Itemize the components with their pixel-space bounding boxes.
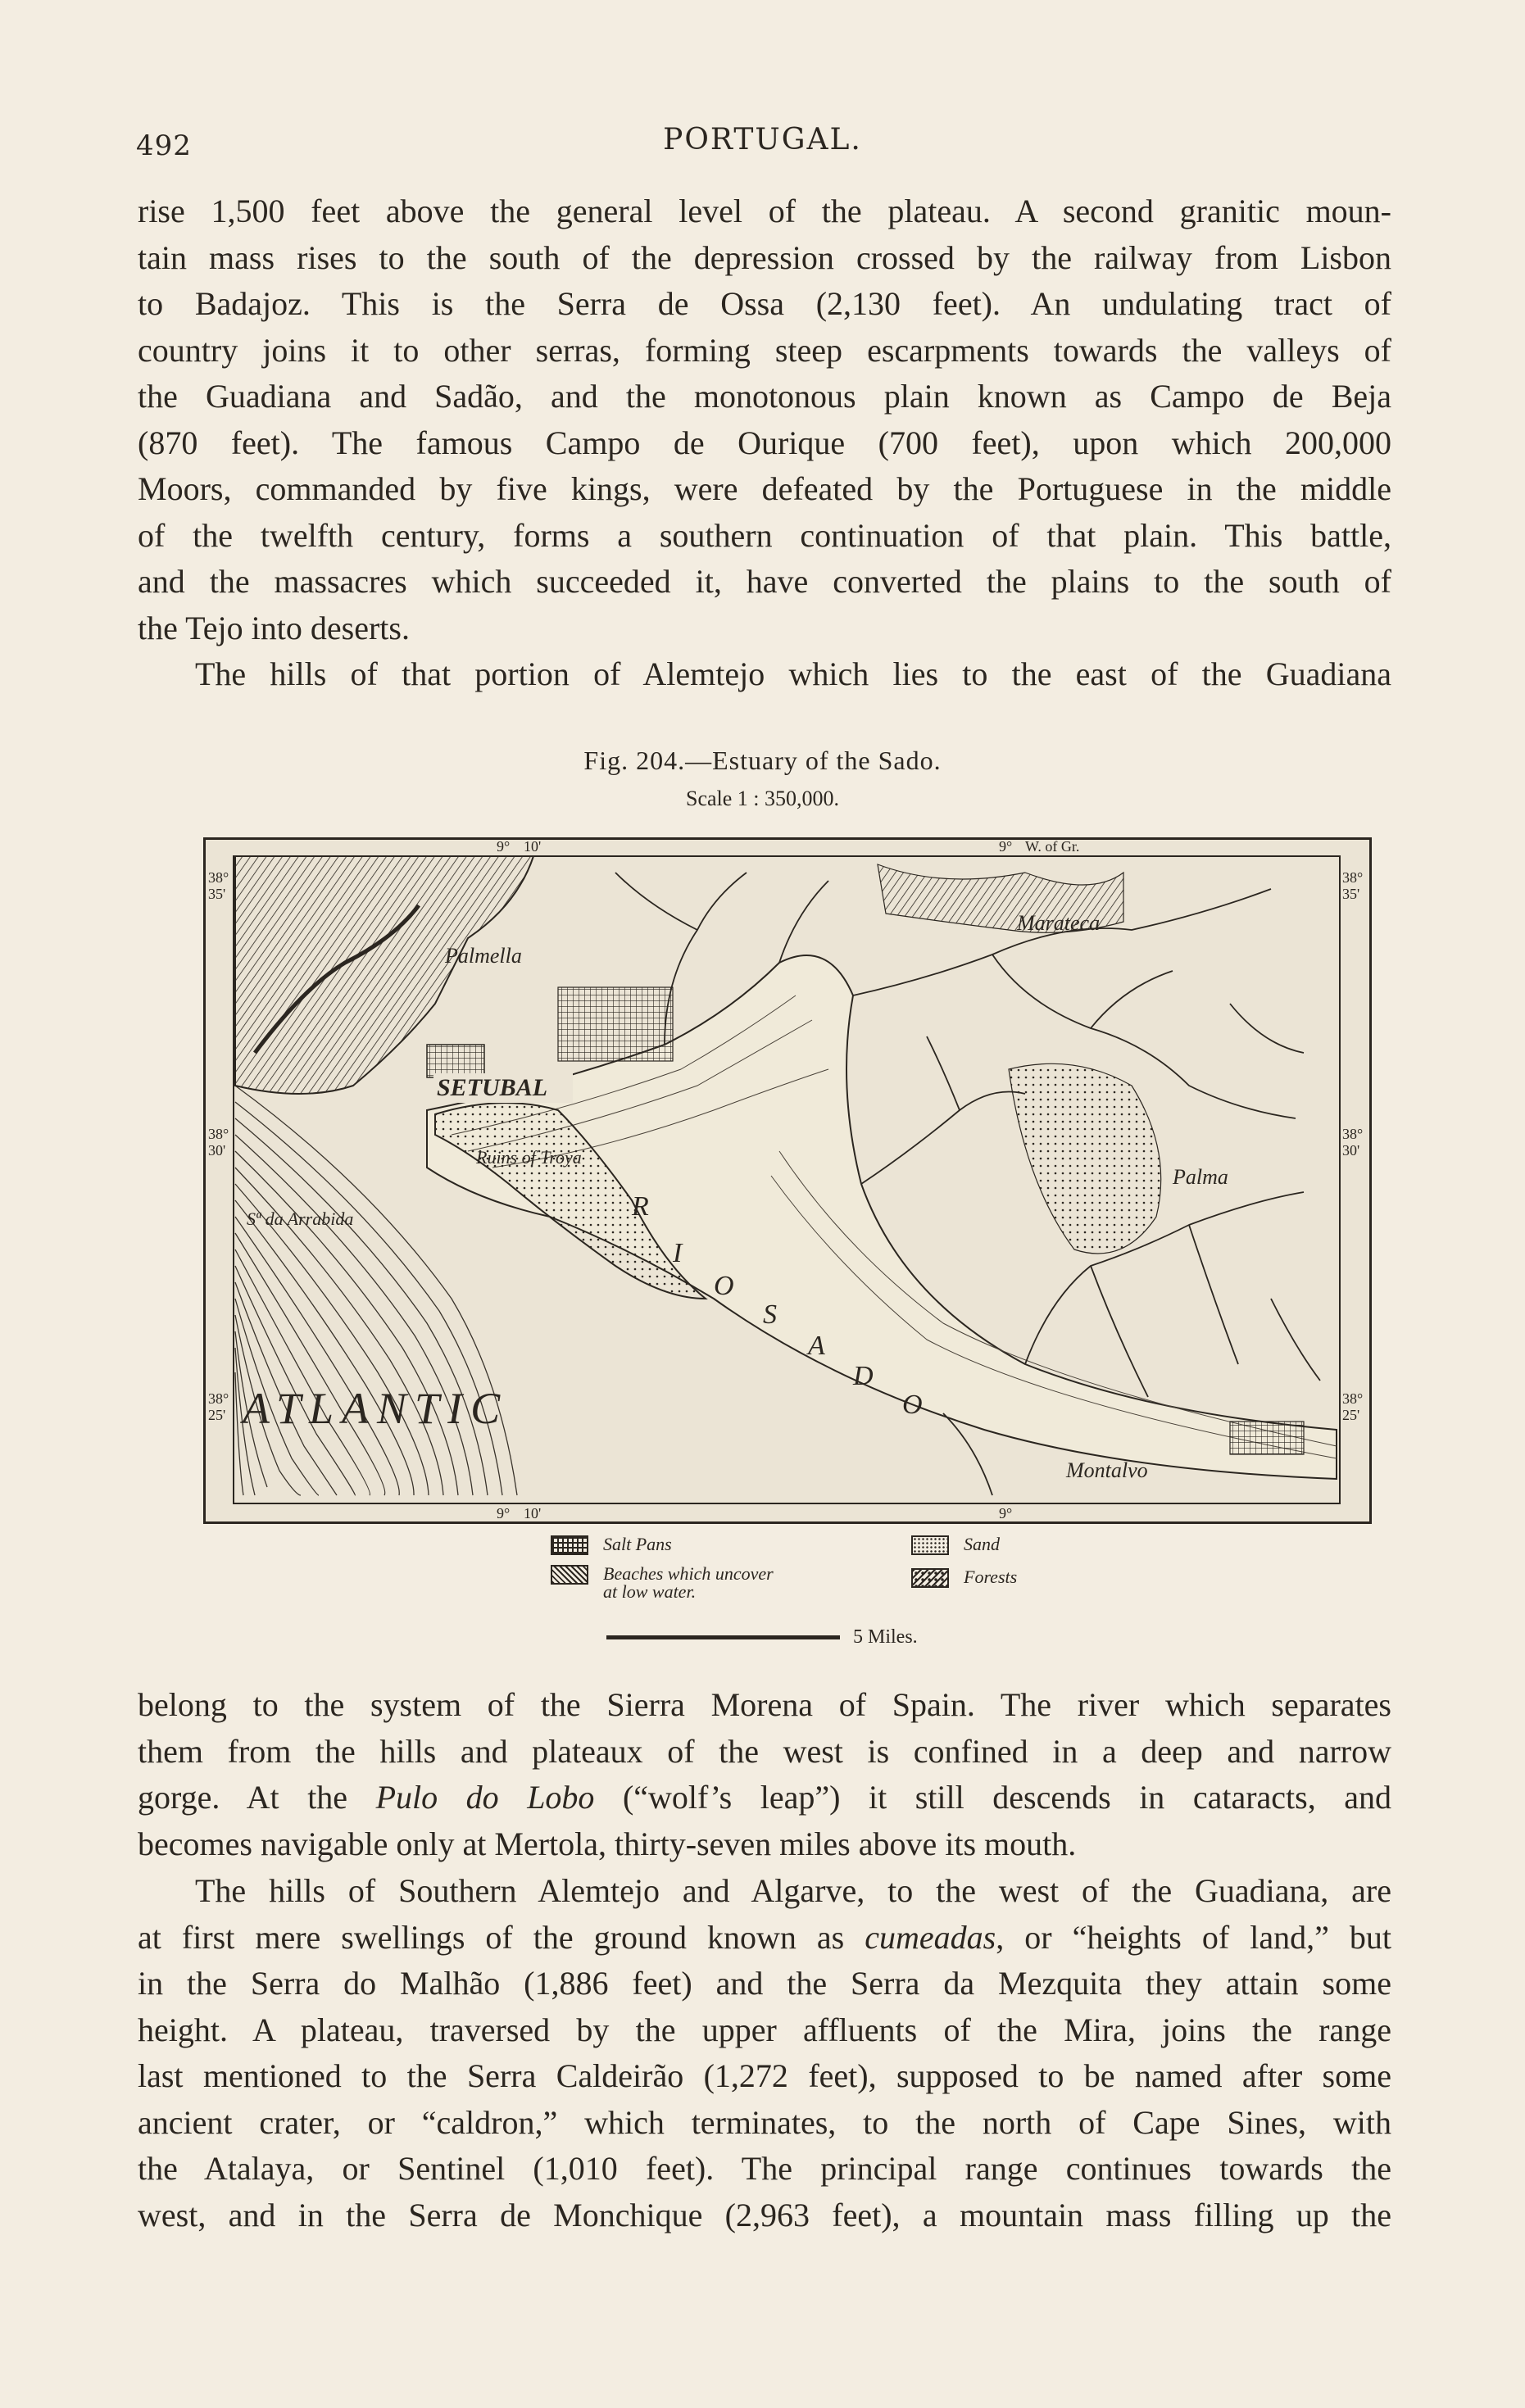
place-atlantic: ATLANTIC bbox=[243, 1384, 509, 1433]
legend-label: Sand bbox=[964, 1534, 1000, 1554]
text-line: The hills of Southern Alemtejo and Algarve, to the west of the Guadiana, are bbox=[195, 1872, 1391, 1909]
text-line: in the Serra do Malhão (1,886 feet) and the Serra da Mezquita they attain some bbox=[138, 1965, 1391, 2002]
coord-label: 25' bbox=[1342, 1407, 1360, 1423]
place-palma: Palma bbox=[1173, 1165, 1228, 1189]
coord-label: 10' bbox=[524, 1505, 542, 1521]
river-letter: A bbox=[808, 1331, 825, 1361]
paragraph-post-figure bbox=[138, 1682, 1391, 1867]
paragraph-last bbox=[138, 1868, 1391, 2238]
figure-scale: Scale 1 : 350,000. bbox=[685, 787, 840, 810]
scale-bar-line bbox=[606, 1635, 840, 1639]
legend-sand bbox=[911, 1535, 1000, 1555]
figure-title: Fig. 204.—Estuary of the Sado. bbox=[583, 746, 942, 775]
legend-label-line: at low water. bbox=[603, 1581, 697, 1602]
text-line: height. A plateau, traversed by the upper affluents of the Mira, joins the range bbox=[138, 2011, 1391, 2048]
text-line: The hills of that portion of Alemtejo which lies to the east of the Guadiana bbox=[195, 655, 1391, 692]
map-legend bbox=[0, 1535, 1525, 1601]
place-montalvo: Montalvo bbox=[1066, 1458, 1148, 1482]
scale-bar bbox=[606, 1626, 918, 1648]
text-line: ancient crater, or “caldron,” which terminates, to the north of Cape Sines, with bbox=[138, 2103, 1391, 2141]
paragraph-top bbox=[138, 188, 1391, 651]
coord-label: 9° bbox=[999, 840, 1013, 855]
place-marateca: Marateca bbox=[1017, 911, 1101, 935]
legend-label: Forests bbox=[964, 1567, 1018, 1587]
river-letter: I bbox=[673, 1238, 683, 1268]
italic-term: Pulo do Lobo bbox=[375, 1779, 595, 1816]
text-run: at first mere swellings of the ground known as bbox=[138, 1918, 865, 1956]
scale-bar-label: 5 Miles. bbox=[853, 1626, 918, 1648]
coord-label: 38° bbox=[1342, 1126, 1364, 1142]
river-letter: R bbox=[632, 1191, 649, 1222]
text-line bbox=[138, 1775, 1391, 1821]
beaches-swatch bbox=[551, 1565, 588, 1585]
coord-label: 38° bbox=[208, 1126, 229, 1142]
text-line: the Tejo into deserts. bbox=[138, 609, 410, 646]
text-line: the Atalaya, or Sentinel (1,010 feet). The principal range continues towards the bbox=[138, 2150, 1391, 2187]
coord-label: 9° bbox=[497, 840, 511, 855]
text-run: (“wolf’s leap”) it still descends in cataracts, and bbox=[594, 1779, 1391, 1816]
estuary-map bbox=[203, 837, 1372, 1524]
text-line: rise 1,500 feet above the general level of the plateau. A second granitic moun- bbox=[138, 193, 1391, 229]
coord-label: 38° bbox=[1342, 1390, 1364, 1407]
italic-term: cumeadas bbox=[865, 1918, 996, 1956]
text-line: them from the hills and plateaux of the west is confined in a deep and narrow bbox=[138, 1732, 1391, 1770]
coord-label: 25' bbox=[208, 1407, 226, 1423]
text-line: of the twelfth century, forms a southern continuation of that plain. This battle, bbox=[138, 516, 1391, 554]
legend-beaches bbox=[551, 1565, 774, 1601]
coord-label: 38° bbox=[208, 1390, 229, 1407]
salt-pans-east bbox=[1230, 1422, 1304, 1454]
text-run: gorge. At the bbox=[138, 1779, 376, 1816]
legend-salt-pans bbox=[551, 1535, 672, 1555]
river-letter: S bbox=[763, 1299, 777, 1330]
coord-label: 35' bbox=[1342, 886, 1360, 902]
coord-label: 38° bbox=[208, 869, 229, 886]
coord-label: 10' bbox=[524, 840, 542, 855]
text-line: (870 feet). The famous Campo de Ourique (700 feet), upon which 200,000 bbox=[138, 424, 1391, 461]
coord-label: 9° bbox=[999, 1505, 1013, 1521]
text-line: the Guadiana and Sadão, and the monotonous plain known as Campo de Beja bbox=[138, 378, 1391, 415]
place-setubal: SETUBAL bbox=[437, 1074, 548, 1101]
text-line: last mentioned to the Serra Caldeirão (1,272 feet), supposed to be named after some bbox=[138, 2057, 1391, 2094]
legend-forests bbox=[911, 1568, 1017, 1588]
coord-label: 35' bbox=[208, 886, 226, 902]
place-troya: Ruins of Troya bbox=[476, 1147, 582, 1168]
salt-pans-north bbox=[558, 987, 673, 1061]
map-svg bbox=[206, 840, 1369, 1521]
coord-label: 30' bbox=[208, 1142, 226, 1159]
place-arrabida: Sª da Arrabida bbox=[247, 1209, 354, 1229]
text-line: Moors, commanded by five kings, were defeated by the Portuguese in the middle bbox=[138, 470, 1391, 507]
forests-swatch bbox=[911, 1568, 949, 1588]
paragraph-pre-figure bbox=[138, 651, 1391, 698]
legend-label bbox=[603, 1565, 774, 1601]
setubal-town bbox=[427, 1045, 484, 1077]
coord-label: 30' bbox=[1342, 1142, 1360, 1159]
text-line: west, and in the Serra de Monchique (2,963 feet), a mountain mass filling up the bbox=[138, 2196, 1391, 2233]
coord-label: 38° bbox=[1342, 869, 1364, 886]
page-number: 492 bbox=[136, 129, 192, 162]
river-letter: O bbox=[714, 1271, 734, 1301]
coord-label: 9° bbox=[497, 1505, 511, 1521]
river-letter: O bbox=[902, 1390, 923, 1420]
text-line: country joins it to other serras, forming steep escarpments towards the valleys of bbox=[138, 331, 1391, 369]
running-head: PORTUGAL. bbox=[663, 123, 862, 156]
legend-label: Salt Pans bbox=[603, 1534, 672, 1554]
text-line: and the massacres which succeeded it, have converted the plains to the south of bbox=[138, 563, 1391, 600]
place-palmella: Palmella bbox=[445, 944, 522, 968]
coord-label: W. of Gr. bbox=[1025, 840, 1080, 855]
sand-swatch bbox=[911, 1535, 949, 1555]
text-line: to Badajoz. This is the Serra de Ossa (2,130 feet). An undulating tract of bbox=[138, 285, 1391, 322]
text-line: becomes navigable only at Mertola, thirty-seven miles above its mouth. bbox=[138, 1825, 1077, 1862]
legend-label-line: Beaches which uncover bbox=[603, 1563, 774, 1584]
salt-pans-swatch bbox=[551, 1535, 588, 1555]
river-letter: D bbox=[853, 1361, 874, 1391]
text-run: , or “heights of land,” but bbox=[996, 1918, 1391, 1956]
text-line bbox=[138, 1915, 1391, 1961]
text-line: tain mass rises to the south of the depression crossed by the railway from Lisbon bbox=[138, 238, 1391, 276]
text-line: belong to the system of the Sierra Morena of Spain. The river which separates bbox=[138, 1686, 1391, 1723]
